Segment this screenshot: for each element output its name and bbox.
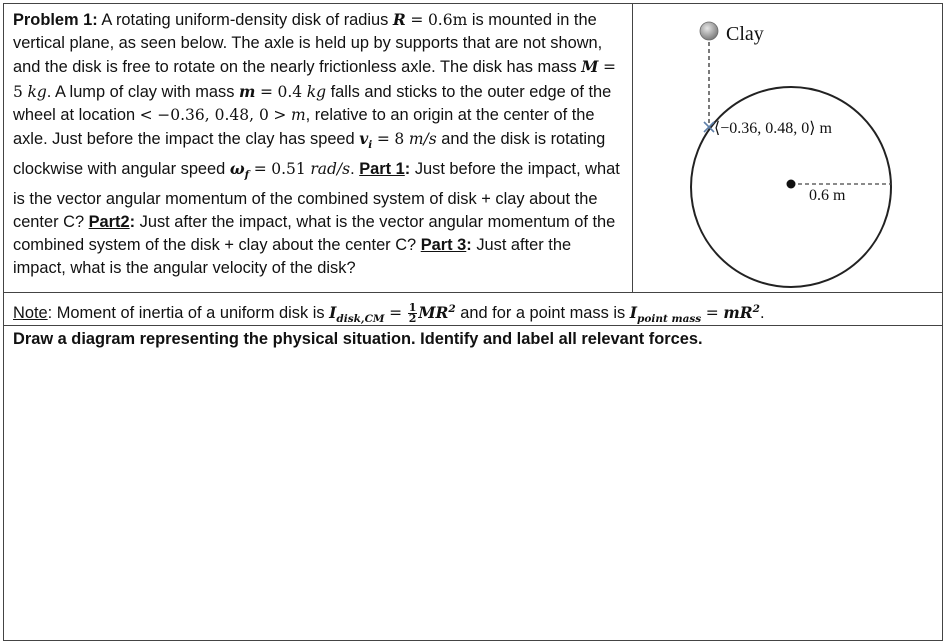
location-unit: m [290,105,306,124]
equals-sign: = [253,160,267,179]
problem-text: , relative to an origin at the center of the axle. Just before the impact the clay has speed [13,105,595,149]
problem-text: A rotating uniform-density disk of radius [101,11,389,29]
part3-text: Just after the impact, what is the angular velocity of the disk? [13,236,572,278]
part3-label: Part 3 [420,236,467,255]
clay-label: Clay [726,23,764,45]
problem-heading: Problem 1: [13,11,98,29]
vector-bracket: > [273,105,287,124]
point-mass-inertia-formula: $mR^2$ [723,303,760,323]
mass-disk-value: 5 [13,82,23,101]
note-text: and for a point mass is [460,304,626,323]
speed-unit: m/s [408,130,437,149]
equals-sign: = [602,58,616,77]
problem-text: is mounted in the vertical plane, as seen below. The axle is held up by supports that are not shown, and the disk is free to rotate on the nearly frictionless axle. The disk has mass [13,11,603,77]
note-row: Note: Moment of inertia of a uniform disk is $I_{disk,CM}$ = $\frac{1}{2}$ $MR^2$ and for a point mass is $I_{point mass} = mR^2$. [4,292,942,326]
answer-area[interactable] [4,354,942,640]
worksheet [3,3,943,641]
mass-disk-unit: kg [27,82,47,101]
problem-text: . A lump of clay with mass [46,82,235,101]
disk-figure [633,4,942,292]
mass-clay-unit: kg [306,82,327,101]
problem-row [4,4,942,293]
part1-label: Part 1 [359,160,405,179]
radius-label: 0.6 m [809,187,846,204]
instruction-text: Draw a diagram representing the physical situation. Identify and label all relevant forces. [13,330,703,348]
axle-center-dot [787,180,796,189]
angular-speed-value: 0.51 [271,160,306,179]
speed-value: 8 [394,130,405,149]
point-mass-inertia-symbol: $I_{point mass}$ [629,303,702,326]
location-vector: −0.36, 0.48, 0 [157,105,269,124]
part1-text: Just before the impact, what is the vector angular momentum of the combined system of disk + clay about the center C? [13,160,620,231]
mass-clay-value: 0.4 [277,82,303,101]
part2-label: Part2 [88,212,130,231]
problem-text: and the disk is rotating clockwise with angular speed [13,130,606,179]
speed-symbol: $v_i$ [359,129,373,152]
instruction-row [4,326,942,353]
note-text: Moment of inertia of a uniform disk is [56,304,325,323]
part2-text: Just after the impact, what is the vector angular momentum of the combined system of the disk + clay about the center C? [13,212,616,255]
disk-inertia-formula: $MR^2$ [418,303,456,323]
note-label: Note [13,304,48,323]
mass-disk-symbol: M [581,57,599,77]
impact-location-label: ⟨−0.36, 0.48, 0⟩ m [714,120,832,137]
equals-sign: = [410,11,424,29]
problem-text: falls and sticks to the outer edge of the wheel at location [13,82,612,124]
one-half-fraction: $\frac{1}{2}$ [408,301,417,326]
angular-speed-unit: rad/s [310,160,351,179]
mass-clay-symbol: m [238,81,256,101]
vector-bracket: < [139,105,153,124]
problem-statement: Problem 1: A rotating uniform-density disk of radius R = 0.6m is mounted in the vertical plane, as seen below. The axle is held up by supports that are not shown, and the disk is free to rotate on the nearly frictionless axle. The disk has mass M = 5 kg. A lump of clay with mass m = 0.4 kg falls and sticks to the outer edge of the wheel at location < −0.36, 0.48, 0 > m, relative to an origin at the center of the axle. Just before the impact the clay has speed $v_i = 8$ m/s and the disk is rotating clockwise with angular speed $\omega_f = 0.51$ rad/s. Part 1: Just before the impact, what is the vector angular momentum of the combined system of disk + clay about the center C? Part2: Just after the impact, what is the vector angular momentum of the combined system of the disk + clay about the center C? Part 3: Just after the impact, what is the angular velocity of the disk? [4,4,633,292]
disk-diagram [633,4,942,292]
radius-symbol: R [392,10,406,29]
radius-value: 0.6m [427,11,468,29]
clay-ball [700,22,718,40]
disk-inertia-symbol: $I_{disk,CM}$ [329,303,385,326]
equals-sign: = [259,82,273,101]
equals-sign: = [376,130,390,149]
angular-speed-symbol: $\omega_f$ [229,159,250,182]
